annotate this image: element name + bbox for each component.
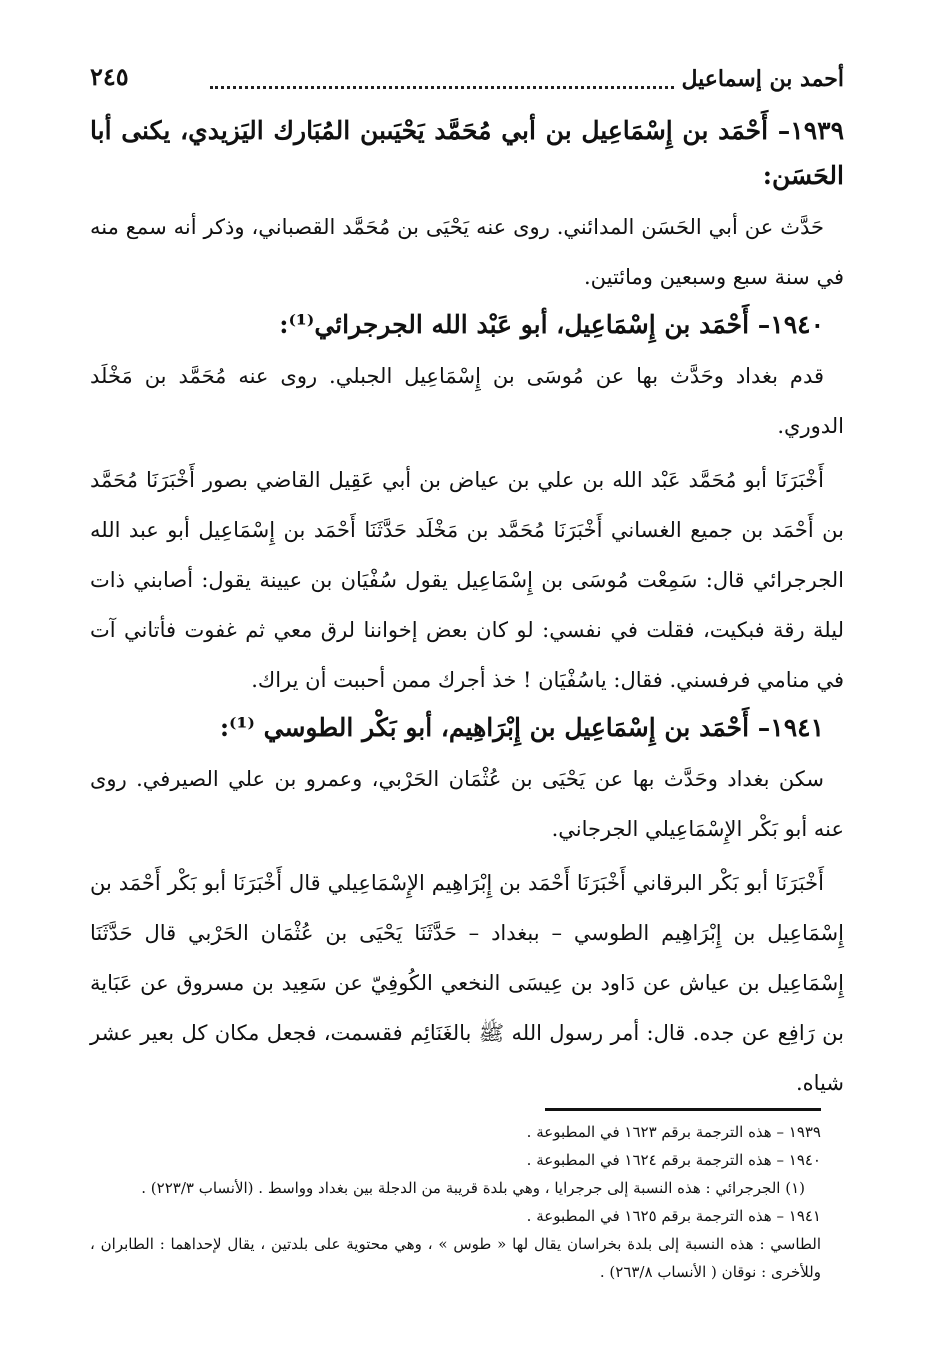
entry-1939-paragraph: حَدَّث عن أبي الحَسَن المدائني. روى عنه يَحْيَى بن مُحَمَّد القصباني، وذكر أنه سمع منه في سنة سبع وسبعين ومائتين. <box>90 215 844 289</box>
entry-1940-paragraph-2: أَخْبَرَنَا أبو مُحَمَّد عَبْد الله بن علي بن عياض بن أبي عَقِيل القاضي بصور أَخْبَرَنَا مُحَمَّد بن أَحْمَد بن جميع الغساني أَخْبَرَنَا مُحَمَّد بن مَخْلَد حَدَّثَنَا أَحْمَد بن إِسْمَاعِيل أبو عبد الله الجرجرائي قال: سَمِعْت مُوسَى بن إِسْمَاعِيل يقول سُفْيَان بن عيينة يقول: أصابني ذات ليلة رقة فبكيت، فقلت في نفسي: لو كان بعض إخواننا لرق معي ثم غفوت فأتاني آت في منامي فرفسني. فقال: ياسُفْيَان ! خذ أجرك ممن أحببت أن يراك. <box>90 468 844 692</box>
footnote-1939: ١٩٣٩ – هذه الترجمة برقم ١٦٢٣ في المطبوعة . <box>526 1123 821 1141</box>
page-number: ٢٤٥ <box>90 62 129 91</box>
main-text <box>90 108 844 1108</box>
footnote-1940: ١٩٤٠ – هذه الترجمة برقم ١٦٢٤ في المطبوعة . <box>526 1151 821 1169</box>
entry-title-1941: ١٩٤١– أَحْمَد بن إِسْمَاعِيل بن إِبْرَاهِيم، أبو بَكْر الطوسي ⁽¹⁾: <box>219 713 824 742</box>
running-title: أحمد بن إسماعيل <box>681 66 844 92</box>
footnote-separator <box>545 1108 821 1111</box>
entry-title-1940: ١٩٤٠– أَحْمَد بن إِسْمَاعِيل، أبو عَبْد الله الجرجرائي⁽¹⁾: <box>279 310 824 339</box>
entry-1941-paragraph-2: أَخْبَرَنَا أبو بَكْر البرقاني أَخْبَرَنَا أَحْمَد بن إِبْرَاهِيم الإِسْمَاعِيلي قال أَخْبَرَنَا أبو بَكْر أَحْمَد بن إِسْمَاعِيل بن إِبْرَاهِيم الطوسي – ببغداد – حَدَّثَنَا يَحْيَى بن عُثْمَان الحَرْبي قال حَدَّثَنَا إِسْمَاعِيل بن عياش عن دَاود بن عِيسَى النخعي الكُوفِيّ عن سَعِيد بن مسروق عن عَبَاية بن رَافِع عن جده. قال: أمر رسول الله ﷺ بالغَنَائِم فقسمت، فجعل مكان كل بعير عشر شياه. <box>90 871 844 1095</box>
running-header <box>90 60 844 100</box>
entry-title-1939: ١٩٣٩– أَحْمَد بن إِسْمَاعِيل بن أبي مُحَمَّد يَحْيَىبن المُبَارك اليَزيدي، يكنى أبا الحَسَن: <box>90 116 844 190</box>
footnote-1940-note-1: (١) الجرجرائي : هذه النسبة إلى جرجرايا ، وهي بلدة قريبة من الدجلة بين بغداد وواسط . (الأنساب ٢٢٣/٣) . <box>141 1179 805 1197</box>
entry-1940-paragraph-1: قدم بغداد وحَدَّث بها عن مُوسَى بن إِسْمَاعِيل الجبلي. روى عنه مُحَمَّد بن مَخْلَد الدوري. <box>90 364 844 438</box>
footnote-1941-note-1: الطاسي : هذه النسبة إلى بلدة بخراسان يقال لها « طوس » ، وهي محتوية على بلدتين ، يقال لإحداهما : الطابران ، وللأخرى : نوقان ( الأنساب ٢٦٣/٨) . <box>90 1235 821 1281</box>
footnotes <box>90 1118 821 1286</box>
entry-1941-paragraph-1: سكن بغداد وحَدَّث بها عن يَحْيَى بن عُثْمَان الحَرْبي، وعمرو بن علي الصيرفي. روى عنه أبو بَكْر الإِسْمَاعِيلي الجرجاني. <box>90 767 844 841</box>
leader-dots <box>210 86 674 89</box>
footnote-1941: ١٩٤١ – هذه الترجمة برقم ١٦٢٥ في المطبوعة . <box>526 1207 821 1225</box>
